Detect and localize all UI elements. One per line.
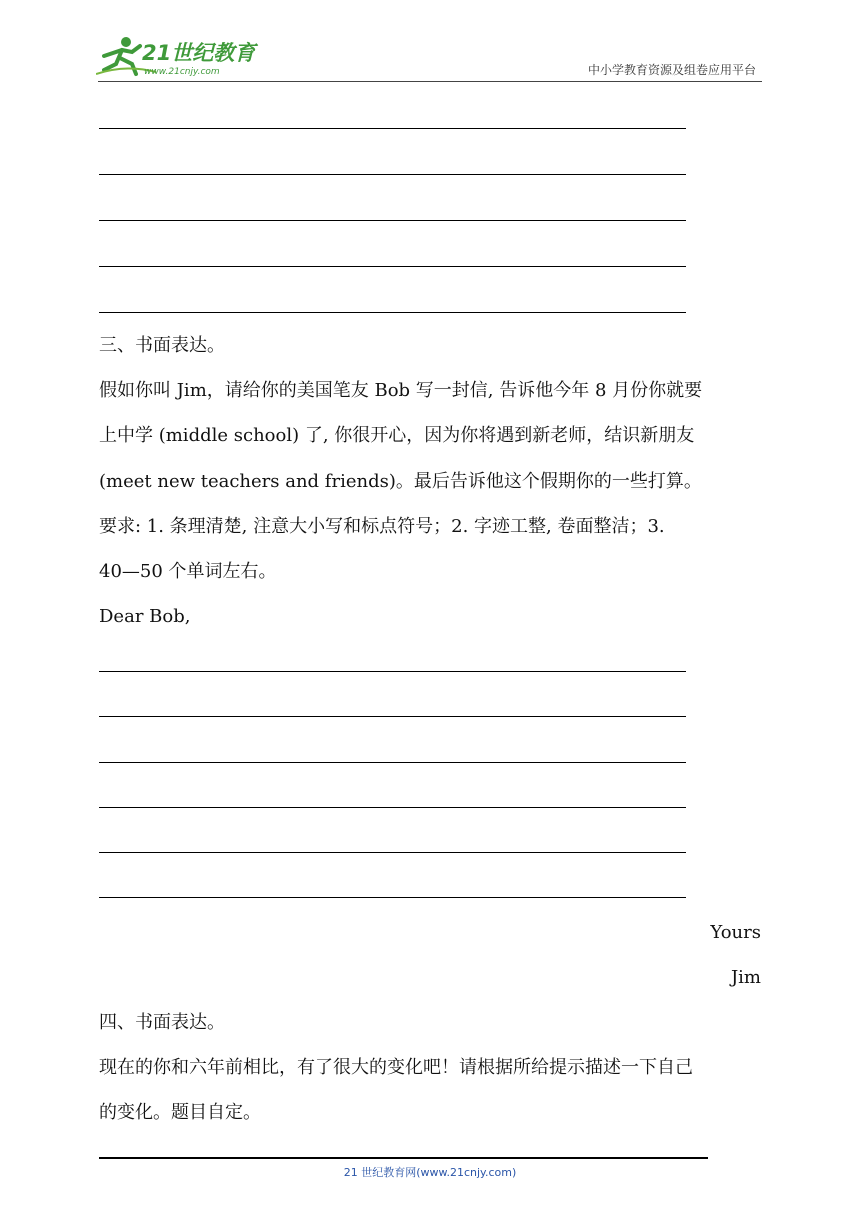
logo-url: www.21cnjy.com [144,67,220,77]
section3-prompt-line: 上中学 (middle school) 了, 你很开心，因为你将遇到新老师，结识新朋友 [99,425,695,446]
section3-prompt-line: (meet new teachers and friends)。最后告诉他这个假期你的一些打算。 [99,471,702,492]
answer-line[interactable] [99,807,686,808]
section4-prompt-line: 现在的你和六年前相比，有了很大的变化吧！请根据所给提示描述一下自己 [99,1057,693,1078]
header-divider [98,81,762,82]
logo-text: 21世纪教育 [142,41,256,65]
header-slogan: 中小学教育资源及组卷应用平台 [587,63,756,77]
section4-heading: 四、书面表达。 [99,1012,225,1033]
answer-line[interactable] [99,671,686,672]
page-header [0,0,860,90]
answer-line[interactable] [99,128,686,129]
answer-line[interactable] [99,762,686,763]
footer-text: 21 世纪教育网(www.21cnjy.com) [343,1166,517,1179]
answer-line[interactable] [99,174,686,175]
answer-line[interactable] [99,312,686,313]
answer-line[interactable] [99,897,686,898]
section4-prompt-line: 的变化。题目自定。 [99,1102,261,1123]
logo [96,34,266,78]
answer-line[interactable] [99,266,686,267]
section3-heading: 三、书面表达。 [99,335,225,356]
answer-line[interactable] [99,716,686,717]
letter-signature: Jim [730,967,761,988]
section3-requirements: 要求: 1. 条理清楚, 注意大小写和标点符号；2. 字迹工整, 卷面整洁；3. [99,516,665,537]
answer-line[interactable] [99,220,686,221]
section3-requirements: 40—50 个单词左右。 [99,561,277,582]
section3-prompt-line: 假如你叫 Jim，请给你的美国笔友 Bob 写一封信, 告诉他今年 8 月份你就要 [99,380,703,401]
footer-divider [99,1157,708,1159]
answer-line[interactable] [99,852,686,853]
letter-closing: Yours [710,922,761,943]
letter-salutation: Dear Bob, [99,606,191,627]
runner-logo-icon [96,34,266,78]
